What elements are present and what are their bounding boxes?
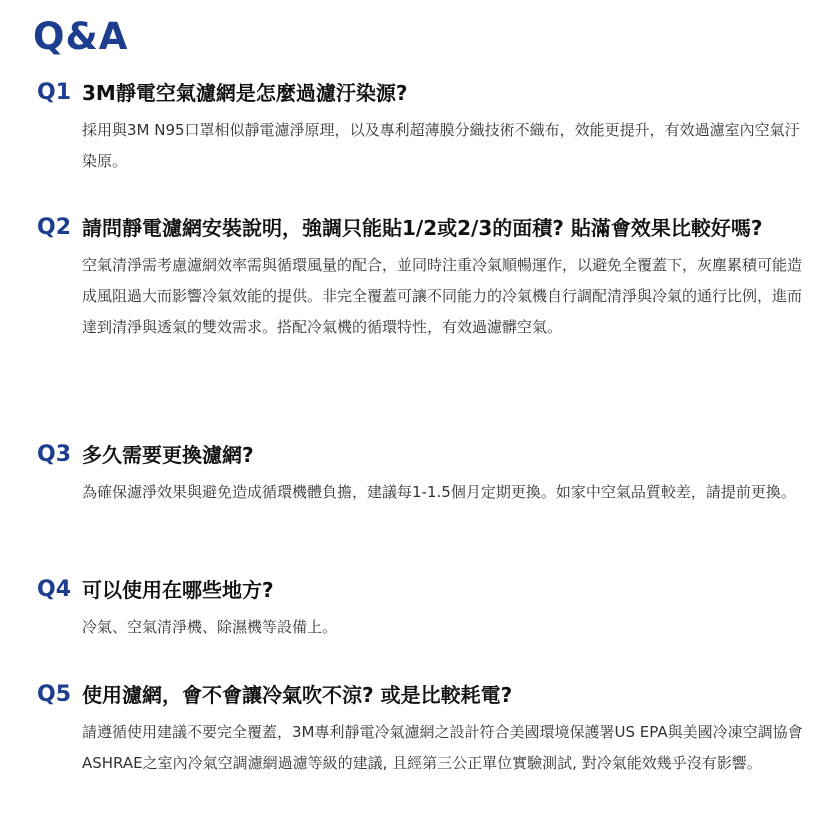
qa-item-3 [37,438,807,508]
answer-text: 採用與3M N95口罩相似靜電濾淨原理，以及專利超薄膜分織技術不織布，效能更提升，有效過濾室內空氣汙染原。 [82,121,800,170]
question-number: Q5 [37,682,72,707]
answer-text: 請遵循使用建議不要完全覆蓋，3M專利靜電冷氣濾網之設計符合美國環境保護署US EPA與美國冷凍空調協會ASHRAE之室內冷氣空調濾網過濾等級的建議, 且經第三公正單位實驗測試, 對冷氣能效幾乎沒有影響。 [82,723,803,772]
question-text: 多久需要更換濾網? [82,443,254,467]
question-text: 請問靜電濾網安裝說明，強調只能貼1/2或2/3的面積? 貼滿會效果比較好嗎? [82,216,763,240]
question-row [37,573,807,607]
page-title: Q&A [33,15,129,58]
qa-item-1 [37,76,807,177]
question-text: 使用濾網，會不會讓冷氣吹不涼? 或是比較耗電? [82,683,513,707]
answer-text: 為確保濾淨效果與避免造成循環機體負擔，建議每1-1.5個月定期更換。如家中空氣品質較差，請提前更換。 [82,483,796,501]
question-row [37,678,807,712]
qa-item-5 [37,678,807,779]
qa-item-2 [37,211,807,343]
question-row [37,438,807,472]
question-text: 3M靜電空氣濾網是怎麼過濾汙染源? [82,81,408,105]
question-number: Q3 [37,442,72,467]
question-number: Q4 [37,577,72,602]
answer-text: 冷氣、空氣清淨機、除濕機等設備上。 [82,618,338,636]
question-number: Q2 [37,215,72,240]
question-text: 可以使用在哪些地方? [82,578,274,602]
question-row [37,211,807,245]
question-number: Q1 [37,80,72,105]
question-row [37,76,807,110]
answer-text: 空氣清淨需考慮濾網效率需與循環風量的配合，並同時注重冷氣順暢運作，以避免全覆蓋下，灰塵累積可能造成風阻過大而影響冷氣效能的提供。非完全覆蓋可讓不同能力的冷氣機自行調配清淨與冷氣的通行比例，進而達到清淨與透氣的雙效需求。搭配冷氣機的循環特性，有效過濾髒空氣。 [82,256,803,336]
qa-item-4 [37,573,807,643]
